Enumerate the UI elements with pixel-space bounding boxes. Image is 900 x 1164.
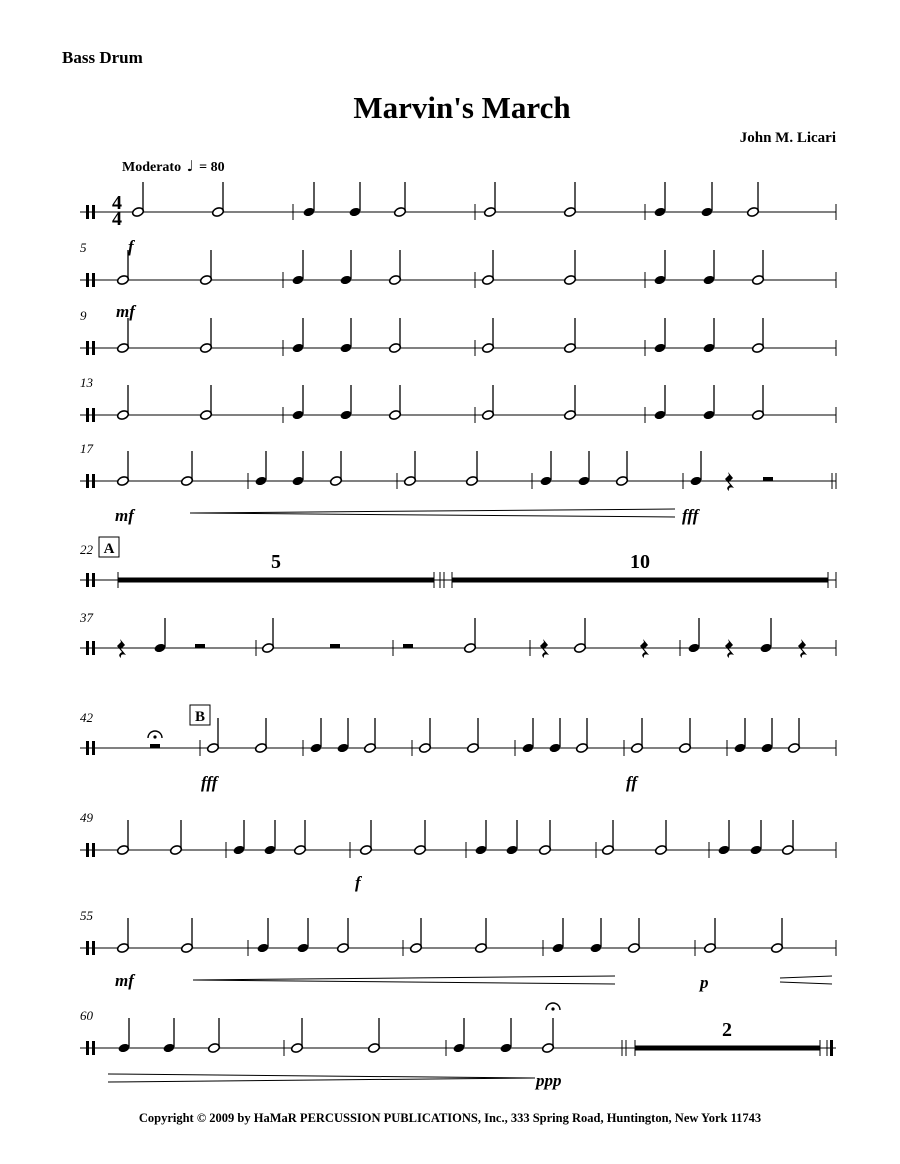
percussion-clef — [86, 641, 89, 655]
measure-number: 60 — [80, 1008, 93, 1023]
multirest-count: 10 — [630, 551, 650, 573]
dynamic-fff: fff — [201, 773, 218, 792]
copyright-notice: Copyright © 2009 by HaMaR PERCUSSION PUBLICATIONS, Inc., 333 Spring Road, Huntington, New York 11743 — [138, 1111, 762, 1125]
percussion-clef — [92, 1041, 95, 1055]
percussion-clef — [86, 408, 89, 422]
percussion-clef — [92, 408, 95, 422]
crescendo-hairpin — [190, 513, 675, 517]
diminuendo-hairpin — [108, 1074, 535, 1078]
percussion-clef — [86, 205, 89, 219]
crescendo-hairpin — [190, 509, 675, 513]
percussion-clef — [92, 273, 95, 287]
fermata — [551, 1007, 554, 1010]
dynamic-mf: mf — [115, 971, 134, 990]
percussion-clef — [92, 205, 95, 219]
percussion-clef — [86, 741, 89, 755]
dynamic-mf: mf — [115, 506, 134, 525]
measure-number: 5 — [80, 240, 87, 255]
dynamic-ff: ff — [626, 773, 638, 792]
measure-number: 22 — [80, 542, 93, 557]
multirest-count: 5 — [271, 551, 281, 573]
percussion-clef — [86, 474, 89, 488]
percussion-clef — [86, 1041, 89, 1055]
half-rest — [195, 644, 205, 648]
percussion-clef — [92, 741, 95, 755]
percussion-clef — [86, 843, 89, 857]
half-rest — [763, 477, 773, 481]
half-rest — [150, 744, 160, 748]
measure-number: 37 — [80, 610, 93, 625]
crescendo-hairpin — [780, 982, 832, 984]
measure-number: 55 — [80, 908, 93, 923]
quarter-note-icon: ♩ — [186, 157, 194, 175]
half-rest — [403, 644, 413, 648]
measure-number: 9 — [80, 308, 87, 323]
diminuendo-hairpin — [108, 1078, 535, 1082]
piece-title: Marvin's March — [353, 90, 571, 125]
dynamic-f: f — [128, 237, 134, 256]
time-signature-bottom: 4 — [112, 208, 122, 230]
fermata — [153, 735, 156, 738]
dynamic-mf: mf — [116, 302, 135, 321]
tempo-value: = 80 — [199, 160, 225, 175]
crescendo-hairpin — [193, 980, 615, 984]
dynamic-fff: fff — [682, 506, 699, 525]
composer-name: John M. Licari — [739, 130, 836, 146]
measure-number: 49 — [80, 810, 93, 825]
rehearsal-mark-a: A — [103, 541, 115, 557]
crescendo-hairpin — [780, 976, 832, 978]
rehearsal-mark-b: B — [194, 709, 206, 725]
time-signature-top: 4 — [112, 192, 122, 214]
tempo-text: Moderato — [122, 160, 182, 175]
percussion-clef — [92, 843, 95, 857]
percussion-clef — [86, 273, 89, 287]
multirest-count: 2 — [722, 1019, 732, 1041]
percussion-clef — [86, 573, 89, 587]
dynamic-f: f — [355, 873, 361, 892]
percussion-clef — [92, 573, 95, 587]
measure-number: 13 — [80, 375, 93, 390]
multirest-bar — [118, 578, 434, 583]
percussion-clef — [92, 941, 95, 955]
dynamic-ppp: ppp — [536, 1071, 562, 1090]
percussion-clef — [92, 341, 95, 355]
part-name: Bass Drum — [62, 48, 143, 67]
percussion-clef — [86, 941, 89, 955]
final-barline — [830, 1040, 833, 1056]
percussion-clef — [92, 474, 95, 488]
percussion-clef — [86, 341, 89, 355]
percussion-clef — [92, 641, 95, 655]
dynamic-p: p — [700, 973, 709, 992]
measure-number: 17 — [80, 441, 93, 456]
half-rest — [330, 644, 340, 648]
multirest-bar — [635, 1046, 820, 1051]
crescendo-hairpin — [193, 976, 615, 980]
multirest-bar — [452, 578, 828, 583]
measure-number: 42 — [80, 710, 93, 725]
